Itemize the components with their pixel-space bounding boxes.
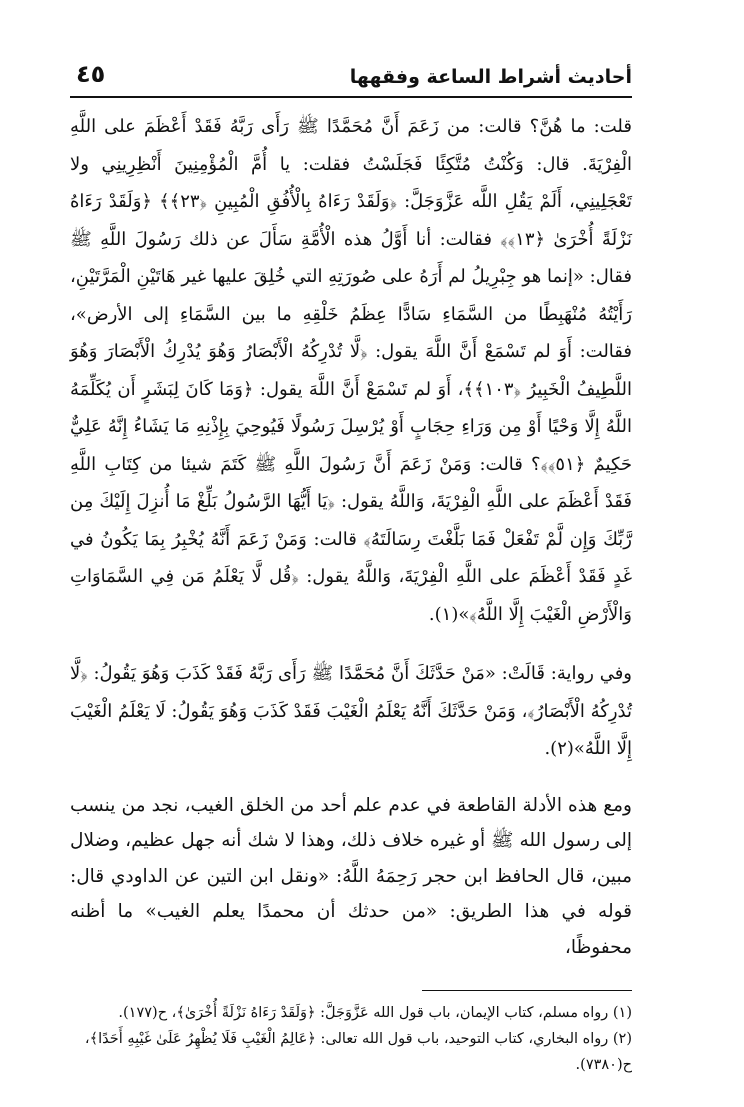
book-title: أحاديث أشراط الساعة وفقهها: [349, 66, 632, 88]
paragraph-hadith: قلت: ما هُنَّ؟ قالت: من زَعَمَ أَنَّ مُحَمَّدًا ﷺ رَأَى رَبَّهُ فَقَدْ أَعْظَمَ على اللَّهِ الْفِرْيَةَ. قال: وَكُنْتُ مُتَّكِئًا فَجَلَسْتُ فقلت: يا أُمَّ الْمُؤْمِنِينَ أَنْظِرِينِي ولا تَعْجَلِينِي، أَلَمْ يَقُلِ اللَّه عَزَّوَجَلَّ: ﴿وَلَقَدْ رَءَاهُ بِالْأُفُقِ الْمُبِينِ ﴿٢٣﴾﴾ ﴿وَلَقَدْ رَءَاهُ نَزْلَةً أُخْرَىٰ ﴿١٣﴾﴾ فقالت: أنا أَوَّلُ هذه الْأُمَّةِ سَأَلَ عن ذلك رَسُولَ اللَّهِ ﷺ فقال: «إنما هو جِبْرِيلُ لم أَرَهُ على صُورَتِهِ التي خُلِقَ عليها غير هَاتَيْنِ الْمَرَّتَيْنِ، رَأَيْتُهُ مُنْهَبِطًا من السَّمَاءِ سَادًّا عِظَمُ خَلْقِهِ ما بين السَّمَاءِ إلى الأرض»، فقالت: أَوَ لم تَسْمَعْ أَنَّ اللَّهَ يقول: ﴿لَّا تُدْرِكُهُ الْأَبْصَارُ وَهُوَ يُدْرِكُ الْأَبْصَارَ وَهُوَ اللَّطِيفُ الْخَبِيرُ ﴿١٠٣﴾﴾، أَوَ لم تَسْمَعْ أَنَّ اللَّهَ يقول: ﴿وَمَا كَانَ لِبَشَرٍ أَن يُكَلِّمَهُ اللَّهُ إِلَّا وَحْيًا أَوْ مِن وَرَاءِ حِجَابٍ أَوْ يُرْسِلَ رَسُولًا فَيُوحِيَ بِإِذْنِهِ مَا يَشَاءُ إِنَّهُ عَلِيٌّ حَكِيمٌ ﴿٥١﴾﴾؟ قالت: وَمَنْ زَعَمَ أَنَّ رَسُولَ اللَّهِ ﷺ كَتَمَ شيئا من كِتَابِ اللَّهِ فَقَدْ أَعْظَمَ على اللَّهِ الْفِرْيَةَ، وَاللَّهُ يقول: ﴿يَا أَيُّهَا الرَّسُولُ بَلِّغْ مَا أُنزِلَ إِلَيْكَ مِن رَّبِّكَ وَإِن لَّمْ تَفْعَلْ فَمَا بَلَّغْتَ رِسَالَتَهُ﴾ قالت: وَمَنْ زَعَمَ أَنَّهُ يُخْبِرُ بِمَا يَكُونُ في غَدٍ فَقَدْ أَعْظَمَ على اللَّهِ الْفِرْيَةَ، وَاللَّهُ يقول: ﴿قُل لَّا يَعْلَمُ مَن فِي السَّمَاوَاتِ وَالْأَرْضِ الْغَيْبَ إِلَّا اللَّهُ﴾»(١).: [70, 116, 633, 625]
footnotes: [70, 1000, 632, 1078]
paragraph-commentary: ومع هذه الأدلة القاطعة في عدم علم أحد من الخلق الغيب، نجد من ينسب إلى رسول الله ﷺ أو غيره خلاف ذلك، وهذا لا شك أنه جهل عظيم، وضلال مبين، قال الحافظ ابن حجر رَحِمَهُ اللَّهُ: «ونقل ابن التين عن الداودي قال: قوله في هذا الطريق: «من حدثك أن محمدًا يعلم الغيب» ما أظنه محفوظًا،: [70, 794, 632, 958]
footnote-1: (١) رواه مسلم، كتاب الإيمان، باب قول الله عَزَّوَجَلَّ: ﴿وَلَقَدْ رَءَاهُ نَزْلَةً أُخْرَىٰ﴾، ح(١٧٧).: [118, 1005, 632, 1021]
footnote-divider: [422, 990, 632, 991]
footnote-2: (٢) رواه البخاري، كتاب التوحيد، باب قول الله تعالى: ﴿عَالِمُ الْغَيْبِ فَلَا يُظْهِرُ عَلَىٰ غَيْبِهِ أَحَدًا﴾، ح(٧٣٨٠).: [84, 1031, 632, 1073]
main-text: [70, 108, 632, 965]
paragraph-narration: وفي رواية: قَالَتْ: «مَنْ حَدَّثَكَ أَنَّ مُحَمَّدًا ﷺ رَأَى رَبَّهُ فَقَدْ كَذَبَ وَهُوَ يَقُولُ: ﴿لَّا تُدْرِكُهُ الْأَبْصَارُ﴾، وَمَنْ حَدَّثَكَ أَنَّهُ يَعْلَمُ الْغَيْبَ فَقَدْ كَذَبَ وَهُوَ يَقُولُ: لَا يَعْلَمُ الْغَيْبَ إِلَّا اللَّهُ»(٢).: [70, 663, 632, 759]
page-number: ٤٥: [76, 60, 106, 88]
running-header: [70, 58, 632, 98]
